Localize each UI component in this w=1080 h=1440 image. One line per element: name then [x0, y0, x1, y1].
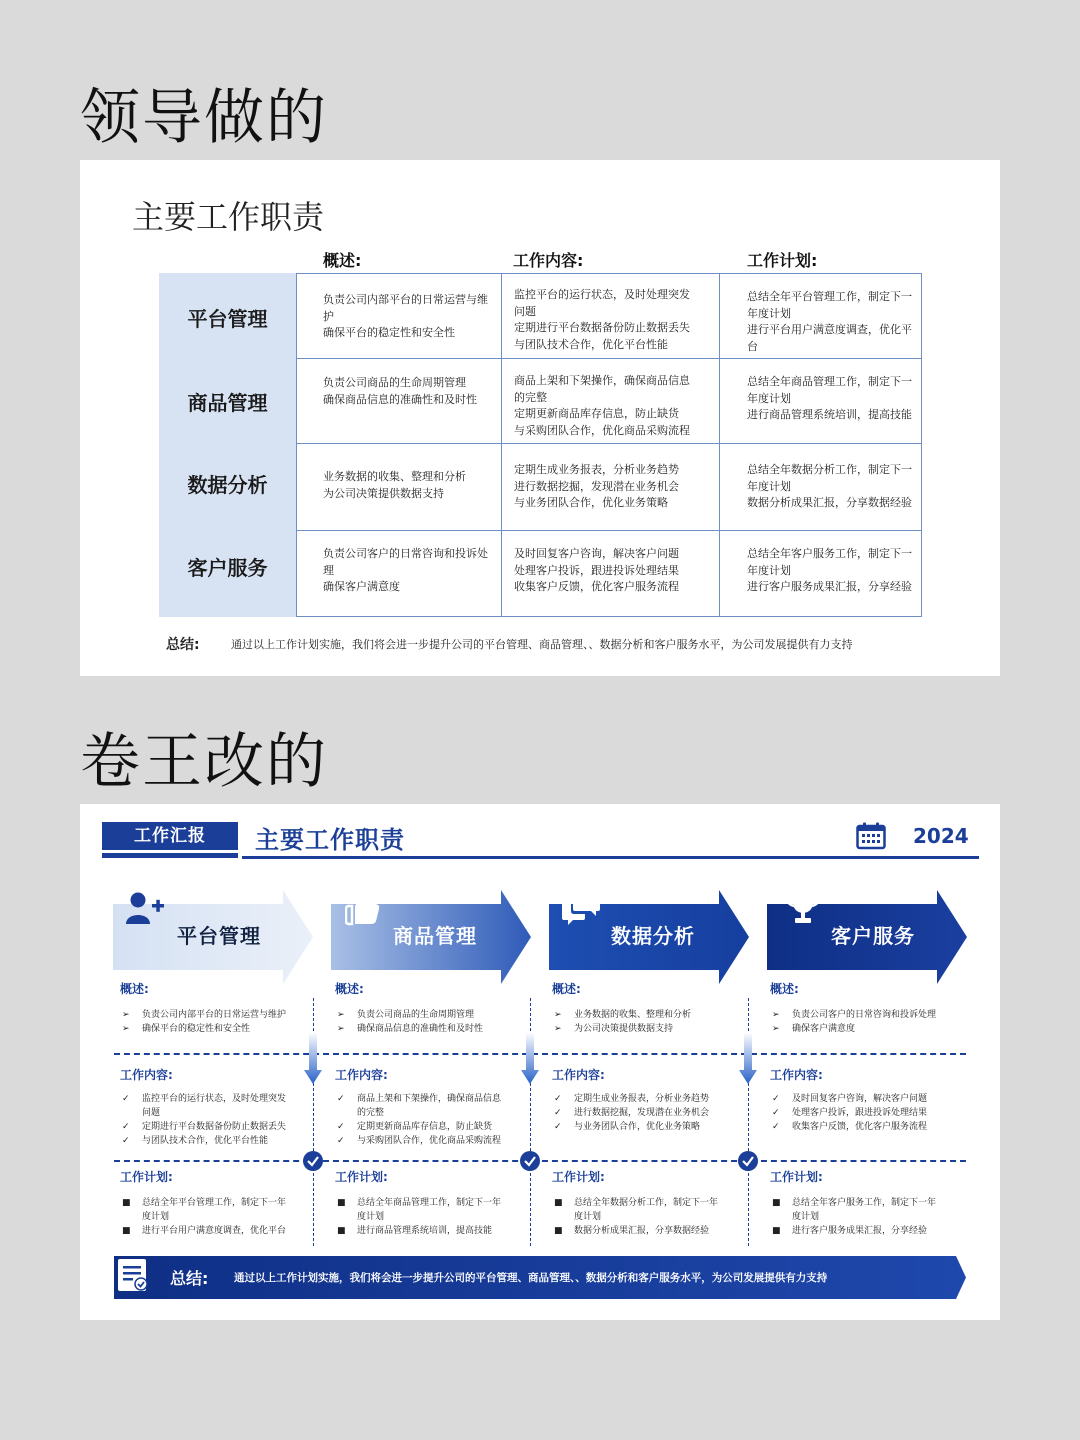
section-label-overview: 概述: — [335, 982, 364, 996]
section-label-plan: 工作计划: — [120, 1170, 173, 1184]
column-header-overview: 概述: — [323, 251, 362, 270]
list-item — [552, 1106, 734, 1120]
list-item-text: 进行平台用户满意度调查，优化平台 — [142, 1226, 287, 1236]
tag-underline — [102, 853, 238, 858]
overview-list — [770, 1008, 952, 1036]
summary-text: 通过以上工作计划实施，我们将会进一步提升公司的平台管理、商品管理、、数据分析和客户服务水平，为公司发展提供有力支持 — [231, 638, 853, 651]
overview-list — [120, 1008, 302, 1036]
plan-list — [335, 1196, 517, 1238]
list-item — [552, 1196, 734, 1224]
row-separator — [114, 1053, 966, 1055]
bullet-icon: ➢ — [772, 1010, 780, 1020]
bullet-icon: ■ — [554, 1198, 563, 1208]
section-label-overview: 概述: — [552, 982, 581, 996]
bullet-icon: ➢ — [554, 1024, 562, 1034]
row-label-platform: 平台管理 — [187, 307, 268, 331]
redesigned-slide — [80, 804, 1000, 1320]
content-list — [120, 1092, 302, 1148]
list-item — [552, 1120, 734, 1134]
section-label-overview: 概述: — [120, 982, 149, 996]
summary-banner — [114, 1256, 966, 1299]
list-item-text: 为公司决策提供数据支持 — [574, 1024, 674, 1034]
list-item-text: 确保商品信息的准确性和及时性 — [357, 1024, 484, 1034]
cell-overview: 负责公司内部平台的日常运营与维 护 确保平台的稳定性和安全性 — [323, 293, 488, 339]
list-item-text: 总结全年平台管理工作，制定下一年 度计划 — [142, 1198, 287, 1222]
column-header-content: 工作内容: — [513, 251, 584, 270]
down-arrow-icon — [521, 1032, 539, 1084]
list-item — [335, 1134, 517, 1148]
bullet-icon: ➢ — [337, 1024, 345, 1034]
overview-list — [552, 1008, 734, 1036]
list-item — [120, 1092, 302, 1120]
list-item — [770, 1008, 952, 1022]
list-item-text: 监控平台的运行状态，及时处理突发 问题 — [142, 1094, 287, 1118]
arrow-label: 商品管理 — [393, 924, 477, 948]
section-label-plan: 工作计划: — [552, 1170, 605, 1184]
bullet-icon: ✓ — [337, 1122, 345, 1132]
summary-label: 总结: — [170, 1269, 209, 1288]
list-item-text: 定期生成业务报表，分析业务趋势 — [574, 1094, 710, 1104]
list-item-text: 商品上架和下架操作，确保商品信息 的完整 — [357, 1094, 502, 1118]
table-rule — [296, 358, 922, 359]
slide-heading: 主要工作职责 — [132, 198, 325, 236]
arrow-label: 数据分析 — [611, 924, 695, 948]
plan-list — [120, 1196, 302, 1238]
arrow-label: 平台管理 — [177, 924, 261, 948]
cell-content: 监控平台的运行状态，及时处理突发 问题 定期进行平台数据备份防止数据丢失 与团队技术合作，优化平台性能 — [514, 288, 690, 351]
list-item-text: 业务数据的收集、整理和分析 — [574, 1010, 692, 1020]
section-label-plan: 工作计划: — [335, 1170, 388, 1184]
section-label-plan: 工作计划: — [770, 1170, 823, 1184]
arrow-service — [767, 890, 967, 984]
bullet-icon: ➢ — [772, 1024, 780, 1034]
trophy-icon — [783, 890, 823, 926]
bullet-icon: ✓ — [772, 1094, 780, 1104]
list-item-text: 进行数据挖掘，发现潜在业务机会 — [574, 1108, 710, 1118]
cell-overview: 负责公司商品的生命周期管理 确保商品信息的准确性和及时性 — [323, 376, 477, 406]
row-label-goods: 商品管理 — [187, 391, 268, 415]
list-item — [770, 1022, 952, 1036]
table-rule — [921, 273, 922, 617]
bullet-icon: ➢ — [337, 1010, 345, 1020]
arrow-data — [549, 890, 749, 984]
list-item — [770, 1196, 952, 1224]
table-rule — [501, 273, 502, 617]
bullet-icon: ■ — [337, 1198, 346, 1208]
content-list — [552, 1092, 734, 1134]
section-label-content: 工作内容: — [552, 1068, 605, 1082]
bullet-icon: ➢ — [122, 1010, 130, 1020]
list-item — [552, 1092, 734, 1106]
list-item — [552, 1224, 734, 1238]
list-item — [770, 1106, 952, 1120]
list-item — [552, 1022, 734, 1036]
check-circle-icon — [738, 1151, 758, 1171]
plan-list — [770, 1196, 952, 1238]
add-user-icon — [125, 890, 165, 926]
report-tag: 工作汇报 — [102, 822, 238, 850]
bullet-icon: ■ — [772, 1226, 781, 1236]
table-rule — [296, 530, 922, 531]
table-rule — [296, 273, 297, 617]
list-item-text: 进行客户服务成果汇报，分享经验 — [792, 1226, 928, 1236]
down-arrow-icon — [304, 1032, 322, 1084]
column-header-plan: 工作计划: — [747, 251, 818, 270]
section-label-content: 工作内容: — [770, 1068, 823, 1082]
list-item-text: 与团队技术合作，优化平台性能 — [142, 1136, 269, 1146]
list-item-text: 总结全年商品管理工作，制定下一年 度计划 — [357, 1198, 502, 1222]
bullet-icon: ➢ — [122, 1024, 130, 1034]
cell-plan: 总结全年客户服务工作，制定下一 年度计划 进行客户服务成果汇报，分享经验 — [747, 547, 912, 593]
section-label-content: 工作内容: — [120, 1068, 173, 1082]
list-item-text: 与采购团队合作，优化商品采购流程 — [357, 1136, 502, 1146]
title-underline — [242, 856, 979, 859]
list-item-text: 总结全年客户服务工作，制定下一年 度计划 — [792, 1198, 937, 1222]
list-item-text: 负责公司客户的日常咨询和投诉处理 — [792, 1010, 937, 1020]
bullet-icon: ✓ — [554, 1108, 562, 1118]
row-label-service: 客户服务 — [187, 556, 268, 580]
list-item-text: 总结全年数据分析工作，制定下一年 度计划 — [574, 1198, 719, 1222]
bullet-icon: ■ — [122, 1198, 131, 1208]
list-item-text: 处理客户投诉，跟进投诉处理结果 — [792, 1108, 928, 1118]
arrow-platform — [113, 890, 313, 984]
cell-overview: 负责公司客户的日常咨询和投诉处 理 确保客户满意度 — [323, 547, 488, 593]
bullet-icon: ✓ — [337, 1136, 345, 1146]
duties-table — [159, 273, 922, 617]
bullet-icon: ✓ — [772, 1108, 780, 1118]
cell-overview: 业务数据的收集、整理和分析 为公司决策提供数据支持 — [323, 470, 466, 500]
list-item-text: 收集客户反馈，优化客户服务流程 — [792, 1122, 928, 1132]
list-item — [770, 1224, 952, 1238]
bullet-icon: ■ — [554, 1226, 563, 1236]
bullet-icon: ➢ — [554, 1010, 562, 1020]
list-item — [335, 1196, 517, 1224]
table-rule — [719, 273, 720, 617]
cell-content: 及时回复客户咨询，解决客户问题 处理客户投诉，跟进投诉处理结果 收集客户反馈，优化客户服务流程 — [514, 547, 679, 593]
list-item-text: 确保平台的稳定性和安全性 — [142, 1024, 251, 1034]
list-item — [770, 1120, 952, 1134]
list-item — [335, 1224, 517, 1238]
arrow-goods — [331, 890, 531, 984]
after-title: 卷王改的 — [80, 727, 328, 797]
content-list — [770, 1092, 952, 1134]
list-item-text: 负责公司内部平台的日常运营与维护 — [142, 1010, 287, 1020]
summary-text: 通过以上工作计划实施，我们将会进一步提升公司的平台管理、商品管理、、数据分析和客户服务水平，为公司发展提供有力支持 — [234, 1272, 828, 1284]
thumbs-up-icon — [345, 890, 385, 926]
list-item-text: 定期进行平台数据备份防止数据丢失 — [142, 1122, 287, 1132]
list-item — [770, 1092, 952, 1106]
section-label-overview: 概述: — [770, 982, 799, 996]
list-item-text: 及时回复客户咨询，解决客户问题 — [792, 1094, 928, 1104]
list-item-text: 定期更新商品库存信息，防止缺货 — [357, 1122, 493, 1132]
list-item — [120, 1196, 302, 1224]
list-item — [335, 1120, 517, 1134]
cell-content: 商品上架和下架操作，确保商品信息 的完整 定期更新商品库存信息，防止缺货 与采购团队合作，优化商品采购流程 — [514, 374, 690, 437]
list-item — [120, 1008, 302, 1022]
bullet-icon: ■ — [337, 1226, 346, 1236]
list-item-text: 确保客户满意度 — [792, 1024, 856, 1034]
list-item-text: 与业务团队合作，优化业务策略 — [574, 1122, 701, 1132]
slide-title: 主要工作职责 — [255, 826, 405, 854]
document-check-icon — [114, 1256, 152, 1294]
summary-label: 总结: — [166, 637, 200, 653]
list-item-text: 数据分析成果汇报，分享数据经验 — [574, 1226, 710, 1236]
check-circle-icon — [520, 1151, 540, 1171]
content-list — [335, 1092, 517, 1148]
bullet-icon: ✓ — [122, 1122, 130, 1132]
chat-bubbles-icon — [561, 890, 601, 926]
cell-plan: 总结全年数据分析工作，制定下一 年度计划 数据分析成果汇报，分享数据经验 — [747, 463, 912, 509]
row-label-data: 数据分析 — [187, 473, 268, 497]
arrow-label: 客户服务 — [831, 924, 915, 948]
year-label: 2024 — [913, 824, 969, 848]
list-item — [120, 1022, 302, 1036]
list-item — [335, 1022, 517, 1036]
cell-content: 定期生成业务报表，分析业务趋势 进行数据挖掘，发现潜在业务机会 与业务团队合作，优化业务策略 — [514, 463, 679, 509]
list-item — [335, 1092, 517, 1120]
original-slide — [80, 160, 1000, 676]
table-rule — [296, 443, 922, 444]
bullet-icon: ✓ — [554, 1094, 562, 1104]
bullet-icon: ■ — [772, 1198, 781, 1208]
list-item — [335, 1008, 517, 1022]
list-item-text: 进行商品管理系统培训，提高技能 — [357, 1226, 493, 1236]
cell-plan: 总结全年商品管理工作，制定下一 年度计划 进行商品管理系统培训，提高技能 — [747, 375, 912, 421]
before-title: 领导做的 — [80, 83, 328, 153]
list-item — [552, 1008, 734, 1022]
plan-list — [552, 1196, 734, 1238]
table-rule — [296, 273, 922, 274]
list-item — [120, 1224, 302, 1238]
list-item-text: 负责公司商品的生命周期管理 — [357, 1010, 475, 1020]
table-rule — [296, 616, 922, 617]
calendar-icon — [856, 822, 886, 850]
bullet-icon: ✓ — [554, 1122, 562, 1132]
bullet-icon: ✓ — [122, 1136, 130, 1146]
list-item — [120, 1134, 302, 1148]
list-item — [120, 1120, 302, 1134]
bullet-icon: ■ — [122, 1226, 131, 1236]
bullet-icon: ✓ — [337, 1094, 345, 1104]
cell-plan: 总结全年平台管理工作，制定下一 年度计划 进行平台用户满意度调查，优化平 台 — [747, 290, 912, 353]
down-arrow-icon — [739, 1032, 757, 1084]
bullet-icon: ✓ — [772, 1122, 780, 1132]
check-circle-icon — [303, 1151, 323, 1171]
section-label-content: 工作内容: — [335, 1068, 388, 1082]
overview-list — [335, 1008, 517, 1036]
bullet-icon: ✓ — [122, 1094, 130, 1104]
row-separator — [114, 1160, 966, 1162]
